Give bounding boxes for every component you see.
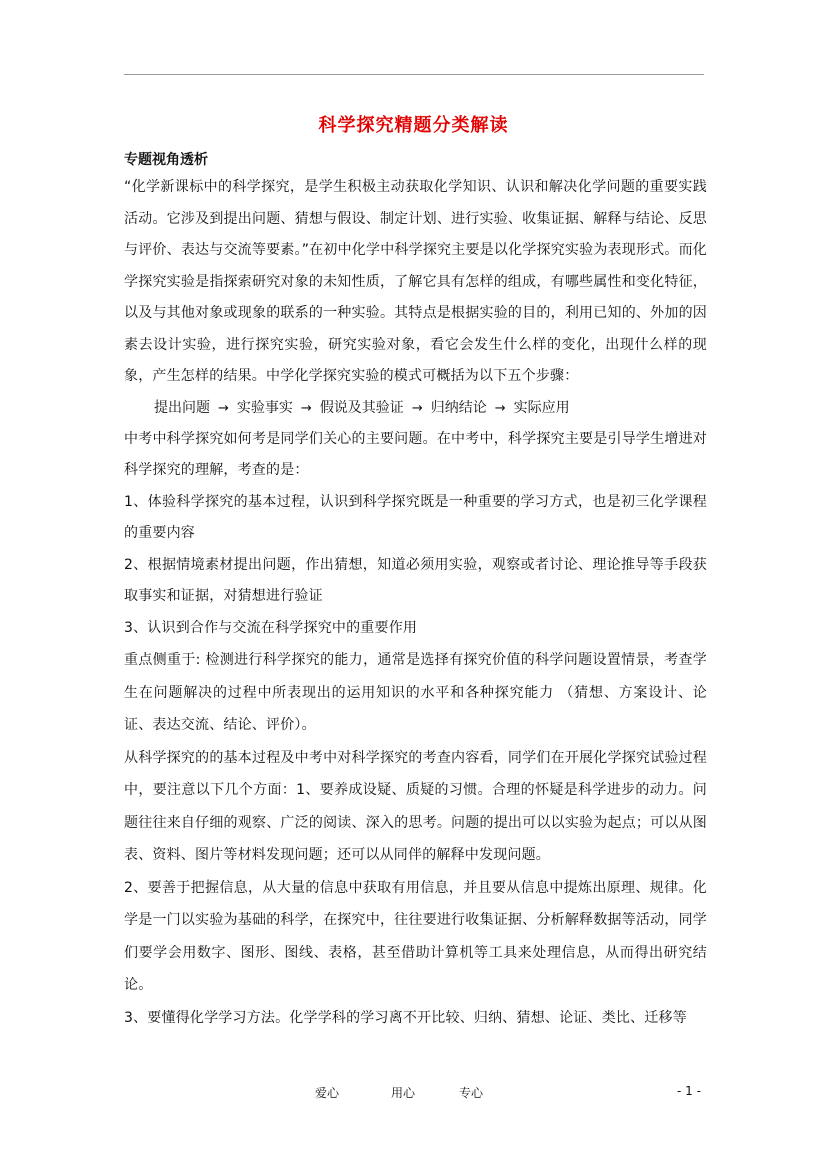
paragraph: 中考中科学探究如何考是同学们关心的主要问题。在中考中，科学探究主要是引导学生增进对科学探究的理解，考查的是： (124, 430, 707, 478)
header-rule (124, 74, 704, 75)
arrow-right-icon: → (411, 400, 423, 416)
paragraph: 2、要善于把握信息，从大量的信息中获取有用信息，并且要从信息中提炼出原理、规律。化学是一门以实验为基础的科学，在探究中，往往要进行收集证据、分析解释数据等活动，同学们要学会用数字、图形、图线、表格，甚至借助计算机等工具来处理信息，从而得出研究结论。 (124, 879, 707, 993)
page-number: - 1 - (677, 1084, 701, 1098)
footer-text: 专心 (459, 1086, 484, 1100)
arrow-right-icon: → (218, 400, 229, 416)
flow-step: 假说及其验证 (319, 399, 404, 416)
paragraph: 3、认识到合作与交流在科学探究中的重要作用 (124, 619, 418, 636)
paragraph: 1、体验科学探究的基本过程，认识到科学探究既是一种重要的学习方式，也是初三化学课程的重要内容 (124, 493, 707, 541)
paragraph: 重点侧重于: 检测进行科学探究的能力，通常是选择有探究价值的科学问题设置情景，考查学生在问题解决的过程中所表现出的运用知识的水平和各种探究能力 （猜想、方案设计、论证、表达交流、结论、评价）。 (124, 652, 707, 733)
document-title: 科学探究精题分类解读 (318, 115, 509, 136)
footer-text: 用心 (391, 1086, 416, 1100)
paragraph: 3、要懂得化学学习方法。化学学科的学习离不开比较、归纳、猜想、论证、类比、迁移等 (124, 1009, 687, 1026)
arrow-right-icon: → (300, 400, 312, 416)
page-footer (0, 1084, 827, 1104)
process-flow (124, 393, 707, 424)
flow-step: 提出问题 (154, 399, 210, 416)
section-heading: 专题视角透析 (124, 152, 208, 168)
flow-step: 实际应用 (513, 399, 570, 416)
paragraph: 从科学探究的的基本过程及中考中对科学探究的考查内容看，同学们在开展化学探究试验过程中，要注意以下几个方面：1、要养成设疑、质疑的习惯。合理的怀疑是科学进步的动力。问题往往来自仔细的观察、广泛的阅读、深入的思考。问题的提出可以以实验为起点；可以从图表、资料、图片等材料发现问题；还可以从同伴的解释中发现问题。 (124, 749, 707, 863)
flow-step: 实验事实 (236, 399, 293, 416)
intro-paragraph: “化学新课标中的科学探究，是学生积极主动获取化学知识、认识和解决化学问题的重要实践活动。它涉及到提出问题、猜想与假设、制定计划、进行实验、收集证据、解释与结论、反思与评价、表达与交流等要素。”在初中化学中科学探究主要是以化学探究实验为表现形式。而化学探究实验是指探索研究对象的未知性质，了解它具有怎样的组成，有哪些属性和变化特征，以及与其他对象或现象的联系的一种实验。其特点是根据实验的目的，利用已知的、外加的因素去设计实验，进行探究实验，研究实验对象，看它会发生什么样的变化，出现什么样的现象，产生怎样的结果。中学化学探究实验的模式可概括为以下五个步骤： (124, 179, 707, 384)
document-body (124, 150, 707, 1034)
footer-text: 爱心 (315, 1086, 340, 1100)
flow-step: 归纳结论 (430, 399, 487, 416)
paragraph: 2、根据情境素材提出问题，作出猜想，知道必须用实验，观察或者讨论、理论推导等手段获取事实和证据，对猜想进行验证 (124, 556, 707, 604)
arrow-right-icon: → (494, 400, 506, 416)
